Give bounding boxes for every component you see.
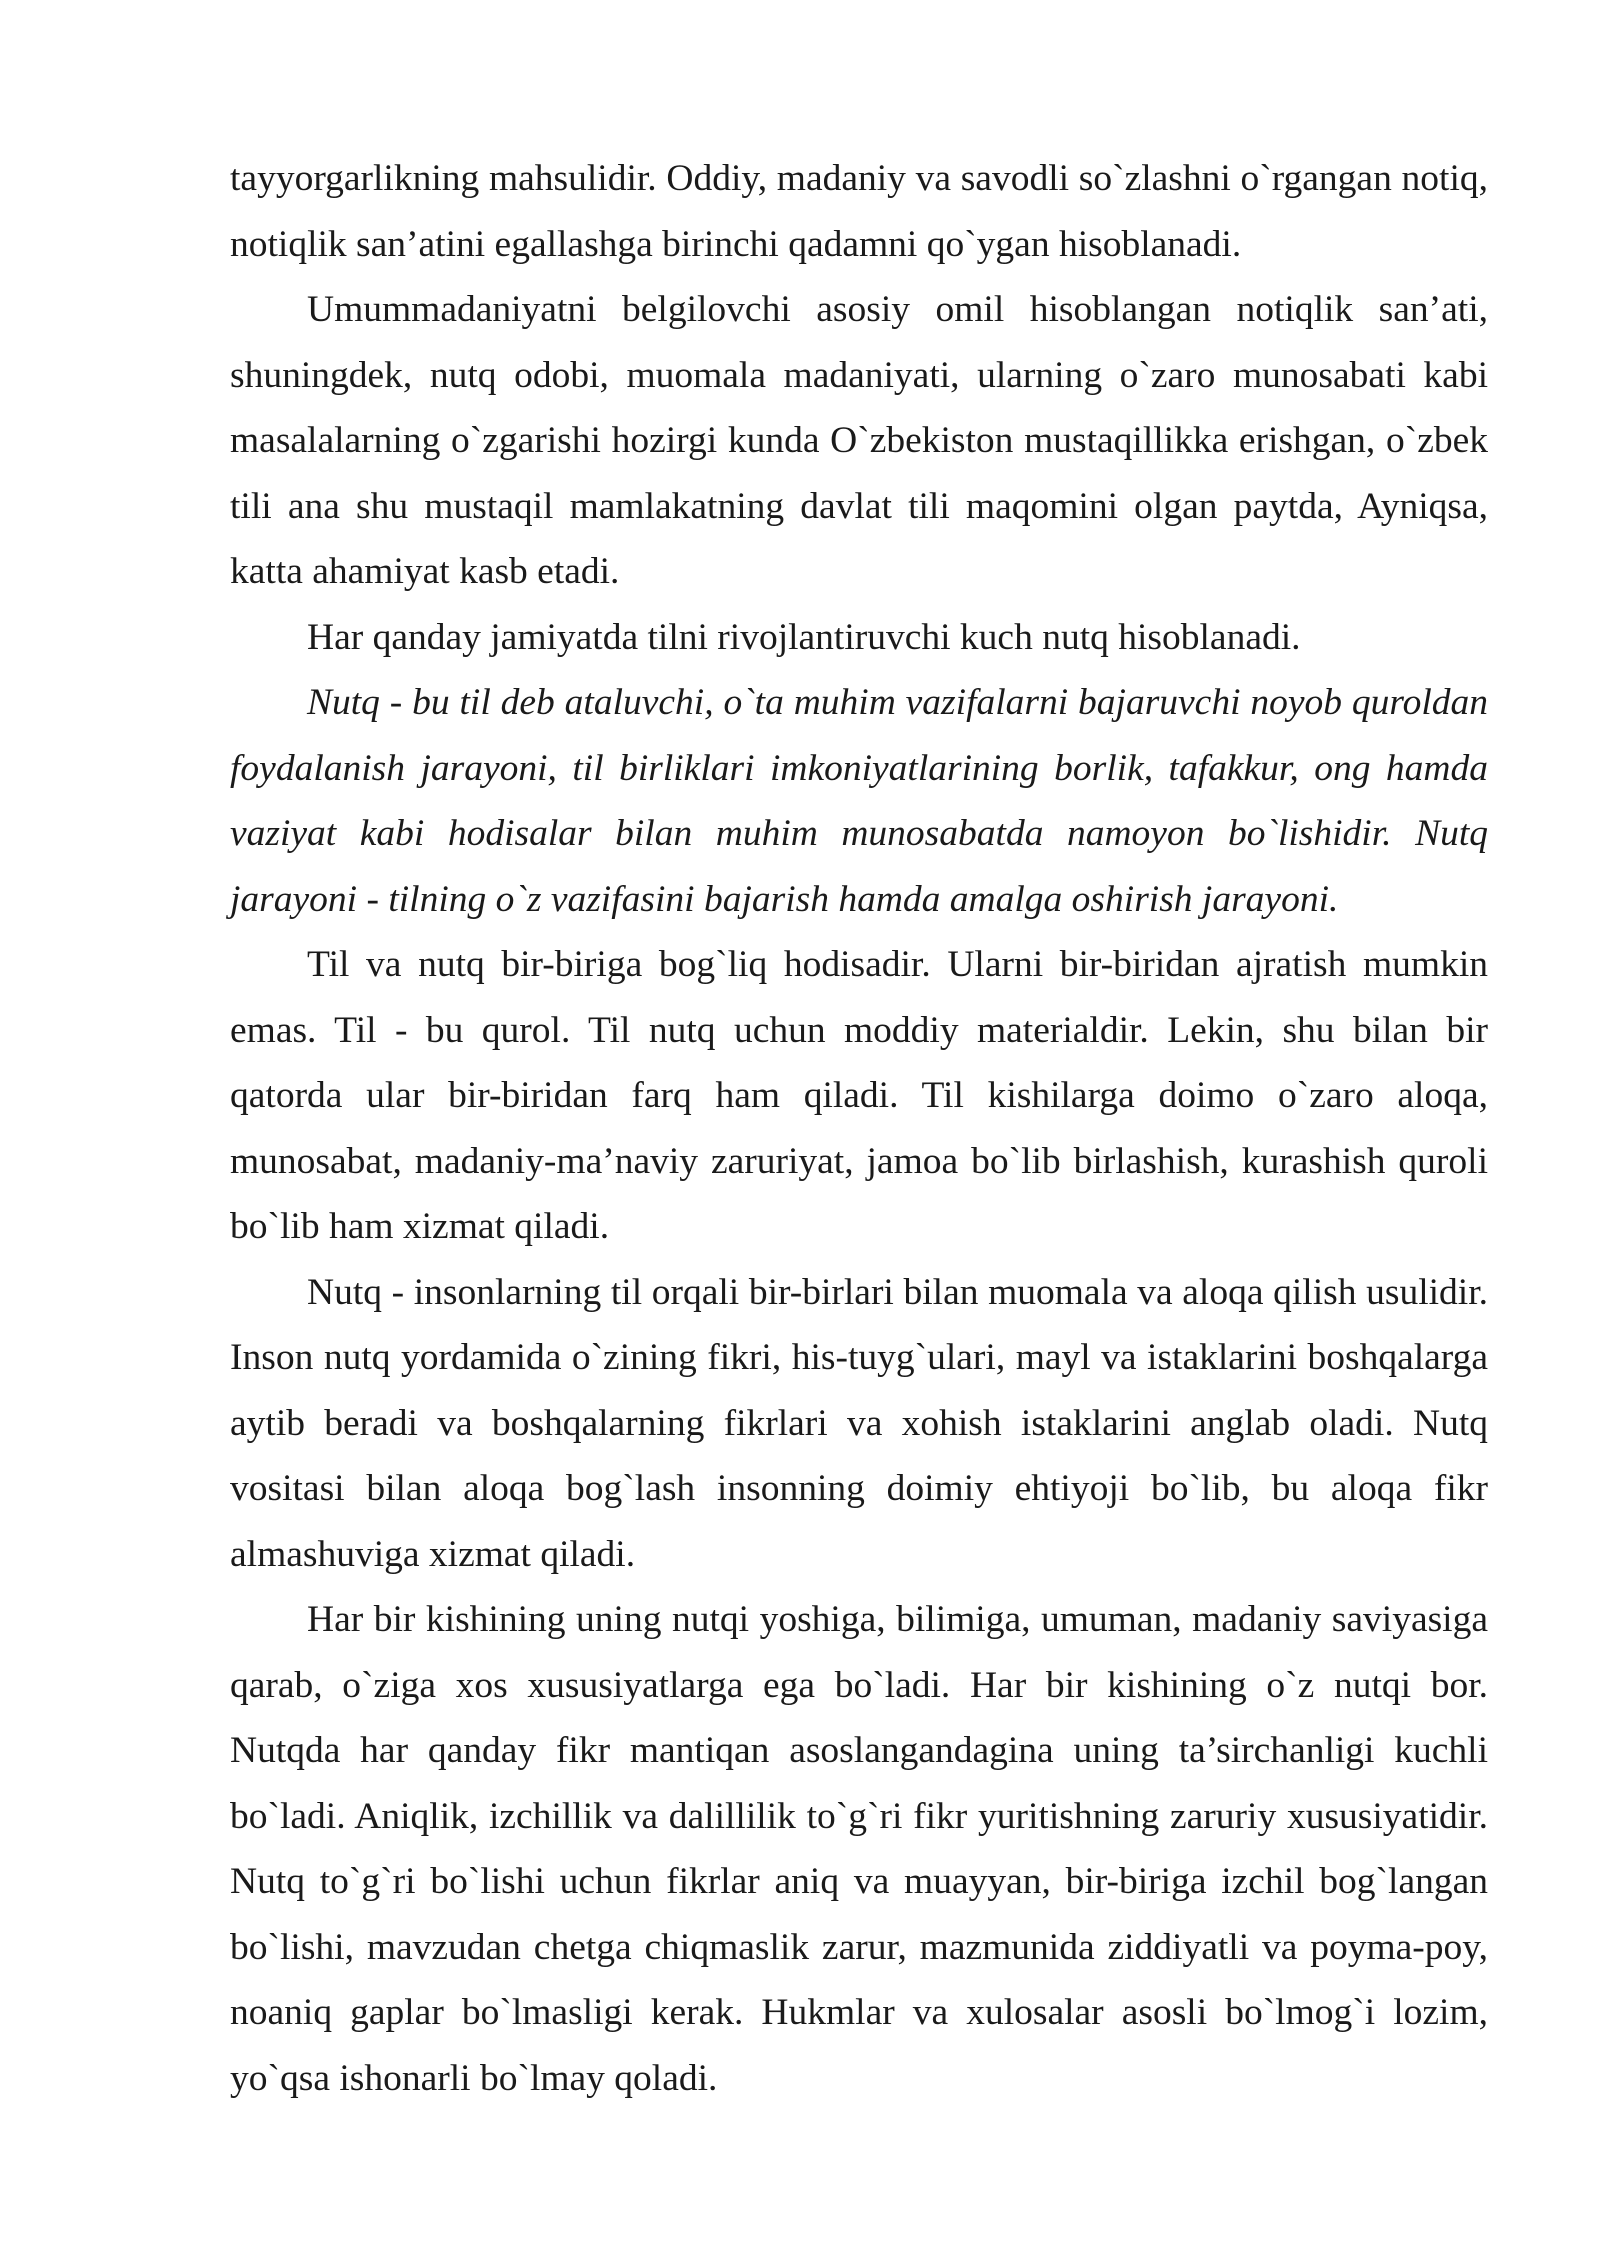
document-page (230, 146, 1488, 2111)
paragraph-2: Umummadaniyatni belgilovchi asosiy omil hisoblangan notiqlik san’ati, shuningdek, nutq odobi, muomala madaniyati, ularning o`zaro munosabati kabi masalalarning o`zgarishi hozirgi kunda O`zbekiston mustaqillikka erishgan, o`zbek tili ana shu mustaqil mamlakatning davlat tili maqomini olgan paytda, Ayniqsa, katta ahamiyat kasb etadi. (230, 289, 1488, 592)
paragraph-4-italic-definition: Nutq - bu til deb ataluvchi, o`ta muhim vazifalarni bajaruvchi noyob quroldan foydalanish jarayoni, til birliklari imkoniyatlarining borlik, tafakkur, ong hamda vaziyat kabi hodisalar bilan muhim munosabatda namoyon bo`lishidir. Nutq jarayoni - tilning o`z vazifasini bajarish hamda amalga oshirish jarayoni. (230, 682, 1488, 920)
paragraph-1: tayyorgarlikning mahsulidir. Oddiy, madaniy va savodli so`zlashni o`rgangan notiq, notiqlik san’atini egallashga birinchi qadamni qo`ygan hisoblanadi. (230, 158, 1488, 265)
paragraph-6: Nutq - insonlarning til orqali bir-birlari bilan muomala va aloqa qilish usulidir. Inson nutq yordamida o`zining fikri, his-tuyg`ulari, mayl va istaklarini boshqalarga aytib beradi va boshqalarning fikrlari va xohish istaklarini anglab oladi. Nutq vositasi bilan aloqa bog`lash insonning doimiy ehtiyoji bo`lib, bu aloqa fikr almashuviga xizmat qiladi. (230, 1271, 1488, 1575)
paragraph-5: Til va nutq bir-biriga bog`liq hodisadir. Ularni bir-biridan ajratish mumkin emas. Til - bu qurol. Til nutq uchun moddiy materialdir. Lekin, shu bilan bir qatorda ular bir-biridan farq ham qiladi. Til kishilarga doimo o`zaro aloqa, munosabat, madaniy-ma’naviy zaruriyat, jamoa bo`lib birlashish, kurashish quroli bo`lib ham xizmat qiladi. (230, 944, 1488, 1247)
paragraph-7: Har bir kishining uning nutqi yoshiga, bilimiga, umuman, madaniy saviyasiga qarab, o`ziga xos xususiyatlarga ega bo`ladi. Har bir kishining o`z nutqi bor. Nutqda har qanday fikr mantiqan asoslangandagina uning ta’sirchanligi kuchli bo`ladi. Aniqlik, izchillik va dalillilik to`g`ri fikr yuritishning zaruriy xususiyatidir. Nutq to`g`ri bo`lishi uchun fikrlar aniq va muayyan, bir-biriga izchil bog`langan bo`lishi, mavzudan chetga chiqmaslik zarur, mazmunida ziddiyatli va poyma-poy, noaniq gaplar bo`lmasligi kerak. Hukmlar va xulosalar asosli bo`lmog`i lozim, yo`qsa ishonarli bo`lmay qoladi. (230, 1599, 1488, 2099)
paragraph-3: Har qanday jamiyatda tilni rivojlantiruvchi kuch nutq hisoblanadi. (307, 616, 1301, 658)
